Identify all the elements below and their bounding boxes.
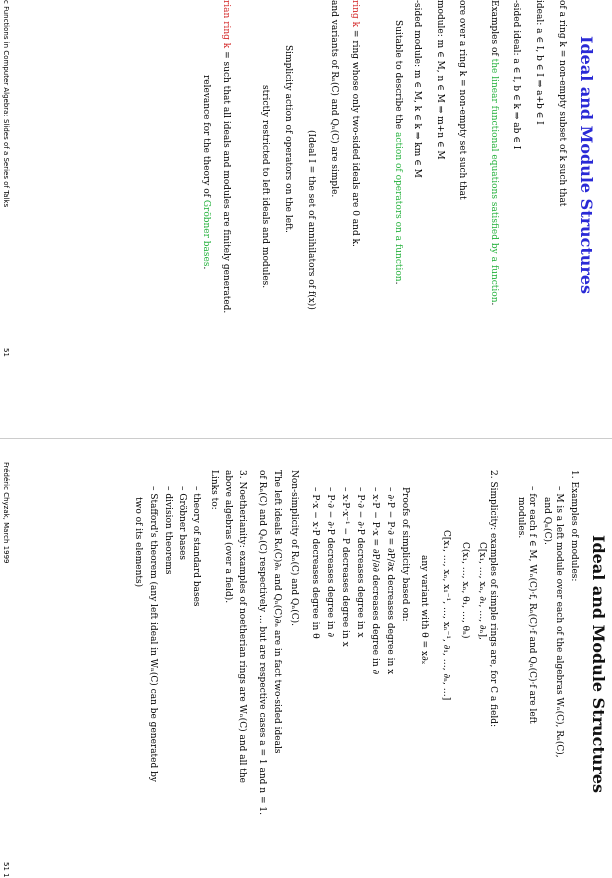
upper-slide-line: ore over a ring k = non-empty set such that: [457, 0, 467, 200]
lower-slide-title: Ideal and Module Structures: [589, 535, 608, 794]
lower-slide-line: Non-simplicity of Rₙ(C) and Qₙ(C).: [289, 470, 299, 627]
line-text: = ring whose only two-sided ideals are 0 and k.: [350, 27, 360, 247]
lower-slide-line: – ∂·P − P·∂ = ∂P/∂x decreases degree in x: [385, 487, 395, 675]
lower-slide-line: – P·∂ − ∂·P decreases degree in ∂: [325, 487, 335, 638]
lower-slide-line: 2. Simplicity: examples of simple rings are, for C a field:: [488, 470, 498, 728]
lower-slide-line: any variant with θ = x∂ₓ: [419, 555, 429, 665]
line-text: .: [201, 266, 211, 270]
upper-slide-page-number: 51: [2, 348, 10, 357]
lower-slide-line: modules.: [516, 497, 526, 539]
upper-slide-line: of a ring k = non-empty subset of k such that: [557, 0, 567, 207]
lower-slide-line: 3. Noetherianity: examples of noetherian rings are Wₙ(C) and all the: [237, 470, 247, 783]
highlighted-term: Gröbner bases: [201, 199, 211, 267]
lower-slide-line: The left ideals Rₙ(C)∂ₙ and Qₙ(C)∂ₙ are in fact two-sided ideals: [272, 470, 282, 754]
lower-slide-line: – Stafford's theorem (any left ideal in Wₙ(C) can be generated by: [148, 486, 158, 782]
lower-slide-line: Proofs of simplicity based on:: [400, 487, 410, 622]
lower-slide-line: – Gröbner bases: [177, 486, 187, 561]
upper-slide-line: module: m ∈ M, n ∈ M ⇒ m+n ∈ M: [435, 0, 445, 160]
lower-slide-page-number: 51 1: [2, 862, 10, 878]
highlighted-term: rian ring k: [221, 0, 231, 49]
lower-slide-line: – P·x − x·P decreases degree in θ: [310, 487, 320, 639]
lower-slide-line: and Qₙ(C).: [542, 497, 552, 545]
lower-slide-line: Links to:: [209, 470, 219, 510]
lower-slide-line: – theory of standard bases: [191, 486, 201, 607]
lower-slide-line: – P·∂ − ∂·P decreases degree in x: [355, 487, 365, 638]
upper-slide-line: (Ideal I = the set of annihilators of f(x)): [306, 130, 316, 310]
lower-slide-line: of Rₙ(C) and Qₙ(C) respectively ... but are respective cases a = 1 and n = 1.: [257, 470, 267, 815]
highlighted-term: ring k: [350, 0, 360, 28]
upper-slide-line: -sided ideal: a ∈ I, b ∈ k ⇒ ab ∈ I: [511, 0, 521, 150]
highlighted-term: the linear functional equations satisfied by a function: [489, 58, 499, 303]
lower-slide-line: 1. Examples of modules:: [569, 470, 579, 582]
line-text: relevance for the theory of: [201, 75, 211, 200]
upper-slide-title: Ideal and Module Structures: [577, 36, 596, 295]
slide-divider: [0, 438, 612, 439]
upper-slide-line: Simplicity action of operators on the left.: [283, 45, 293, 233]
upper-slide-line: -sided module: m ∈ M, k ∈ k ⇒ km ∈ M: [412, 0, 422, 178]
upper-slide-line: [201, 75, 210, 269]
lower-slide-line: – M is a left module over each of the algebras Wₙ(C), Rₙ(C),: [554, 486, 564, 758]
upper-slide-line: [489, 0, 498, 305]
upper-slide-line: and variants of Rₙ(C) and Qₙ(C) are simple.: [329, 0, 339, 198]
lower-slide-line: – x·P·x⁻¹ − P decreases degree in x: [340, 487, 350, 647]
lower-slide-footer: Frédéric Chyzak, March 1999: [2, 462, 10, 564]
lower-slide-line: C[x₁, …, xₙ, x₁⁻¹, …, xₙ⁻¹, ∂₁, …, ∂ₙ, …]: [441, 530, 451, 701]
highlighted-term: action of operators on a function: [393, 132, 403, 282]
lower-slide-line: above algebras (over a field).: [223, 470, 233, 604]
lower-slide-line: two of its elements): [133, 497, 143, 588]
upper-slide-line: [221, 0, 230, 313]
lower-slide-line: – x·P − P·x = ∂P/∂∂ decreases degree in ∂: [370, 487, 380, 675]
upper-slide-line: ideal: a ∈ I, b ∈ I ⇒ a+b ∈ I: [534, 0, 544, 125]
line-text: Examples of: [489, 0, 499, 59]
lower-slide-line: – for each f ∈ M, Wₙ(C)·f, Rₙ(C)·f and Qₙ(C)·f are left: [527, 486, 537, 724]
line-text: Suitable to describe the: [393, 20, 403, 133]
upper-slide-footer: c Functions in Computer Algebra: Slides of a Series of Talks: [2, 0, 10, 208]
upper-slide-line: [350, 0, 359, 247]
upper-slide-line: [393, 20, 402, 284]
lower-slide-line: C[x₁, …, xₙ, ∂₁, …, ∂ₙ],: [477, 542, 487, 640]
lower-slide-line: – division theorems: [163, 486, 173, 575]
upper-slide-line: strictly restricted to left ideals and modules.: [260, 85, 270, 289]
line-text: = such that all ideals and modules are finitely generated.: [221, 48, 231, 314]
lower-slide-line: C(x₁, …, xₙ, θ₁, …, θₙ): [460, 542, 470, 639]
line-text: .: [393, 281, 403, 285]
line-text: .: [489, 302, 499, 306]
